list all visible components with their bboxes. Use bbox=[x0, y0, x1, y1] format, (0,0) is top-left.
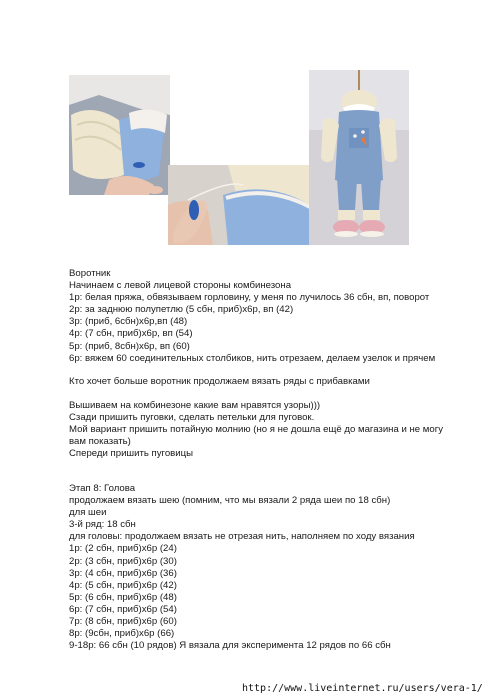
collar-line: 3р: (приб, 6сбн)х6р,вп (48) bbox=[69, 316, 188, 328]
collar-section bbox=[69, 268, 469, 365]
stage-line: 5р: (6 сбн, приб)х6р (48) bbox=[69, 591, 177, 603]
collar-line: 6р: вяжем 60 соединительных столбиков, нить отрезаем, делаем узелок и прячем bbox=[69, 352, 436, 364]
photo-hand-with-yarn bbox=[168, 165, 310, 245]
stage-line: 7р: (8 сбн, приб)х6р (60) bbox=[69, 616, 177, 628]
note-line: Сзади пришить пуговки, сделать петельки для пуговок. bbox=[69, 412, 315, 424]
note-line: Мой вариант пришить потайную молнию (но я не дошла ещё до магазина и не могу вам показать) bbox=[69, 424, 444, 448]
photo-icon bbox=[69, 75, 170, 195]
section-heading-stage-8: Этап 8: Голова bbox=[69, 483, 136, 494]
collar-line: 1р: белая пряжа, обвязываем горловину, у меня по лучилось 36 сбн, вп, поворот bbox=[69, 292, 430, 304]
stage-line: 2р: (3 сбн, приб)х6р (30) bbox=[69, 555, 177, 567]
collar-line: 2р: за заднюю полупетлю (5 сбн, приб)х6р, вп (42) bbox=[69, 304, 294, 316]
stage-8-section bbox=[69, 483, 469, 652]
photo-hands-sewing-collar bbox=[69, 75, 170, 195]
collar-note bbox=[69, 376, 469, 388]
finishing-notes bbox=[69, 400, 449, 460]
note-line: Кто хочет больше воротник продолжаем вязать ряды с прибавками bbox=[69, 376, 370, 387]
note-line: Спереди пришить пуговицы bbox=[69, 448, 194, 460]
stage-line: 6р: (7 сбн, приб)х6р (54) bbox=[69, 603, 177, 615]
stage-line: продолжаем вязать шею (помним, что мы вязали 2 ряда шеи по 18 сбн) bbox=[69, 495, 391, 507]
note-line: Вышиваем на комбинезоне какие вам нравятся узоры))) bbox=[69, 400, 321, 411]
collar-line: 4р: (7 сбн, приб)х6р, вп (54) bbox=[69, 328, 193, 340]
photo-icon bbox=[168, 165, 310, 245]
collar-line: Начинаем с левой лицевой стороны комбинезона bbox=[69, 280, 292, 292]
stage-line: 9-18р: 66 сбн (10 рядов) Я вязала для эксперимента 12 рядов по 66 сбн bbox=[69, 640, 391, 652]
collar-line: 5р: (приб, 8сбн)х6р, вп (60) bbox=[69, 340, 190, 352]
stage-line: 3р: (4 сбн, приб)х6р (36) bbox=[69, 567, 177, 579]
photo-icon bbox=[309, 70, 409, 245]
stage-line: для головы: продолжаем вязать не отрезая нить, наполняем по ходу вязания bbox=[69, 531, 415, 543]
source-url: http://www.liveinternet.ru/users/vera-1/ bbox=[242, 683, 483, 694]
stage-line: 4р: (5 сбн, приб)х6р (42) bbox=[69, 579, 177, 591]
stage-line: 1р: (2 сбн, приб)х6р (24) bbox=[69, 543, 177, 555]
photo-doll-in-overalls bbox=[309, 70, 409, 245]
stage-line: 3-й ряд: 18 сбн bbox=[69, 519, 136, 531]
section-heading-collar: Воротник bbox=[69, 268, 111, 279]
stage-line: 8р: (9сбн, приб)х6р (66) bbox=[69, 628, 175, 640]
stage-line: для шеи bbox=[69, 507, 107, 519]
